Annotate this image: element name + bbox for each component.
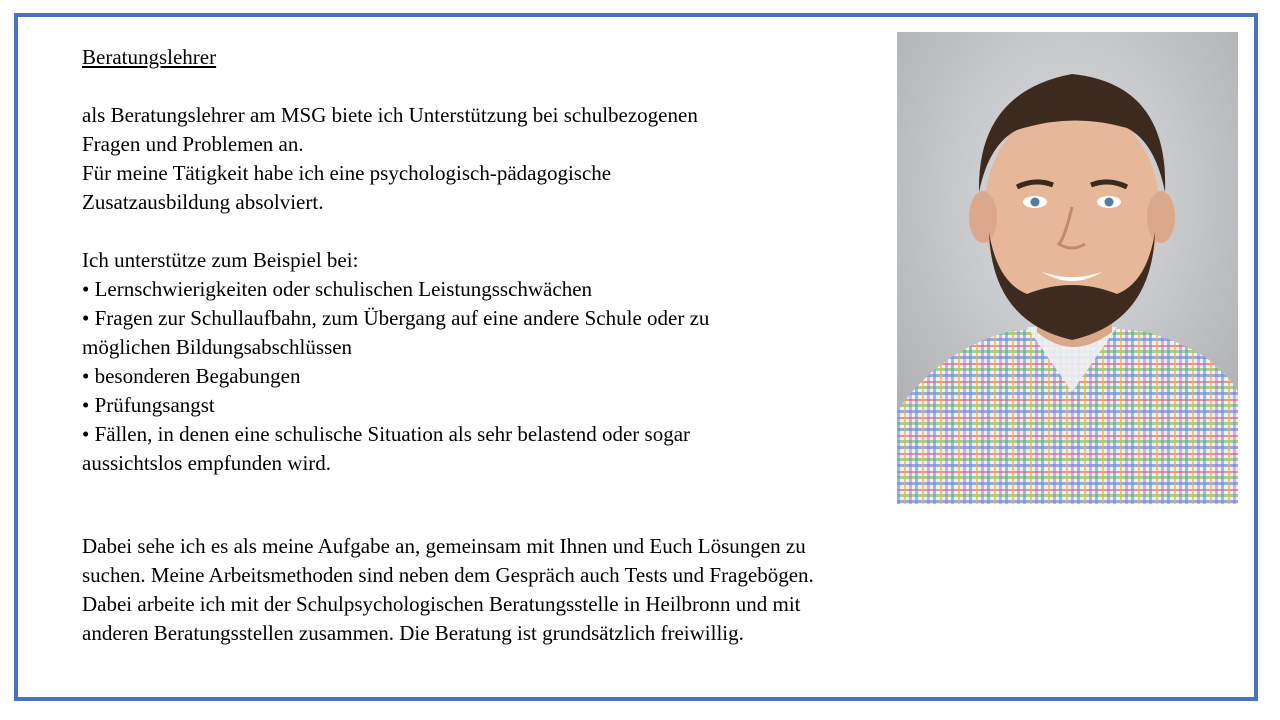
- support-bullet: • Fragen zur Schullaufbahn, zum Übergang auf eine andere Schule oder zu: [82, 306, 710, 330]
- portrait-illustration: [897, 32, 1238, 504]
- slide-frame: [14, 13, 1258, 701]
- support-bullet-continuation: möglichen Bildungsabschlüssen: [82, 335, 353, 359]
- closing-line: suchen. Meine Arbeitsmethoden sind neben dem Gespräch auch Tests und Fragebögen.: [82, 563, 814, 587]
- intro-line: als Beratungslehrer am MSG biete ich Unterstützung bei schulbezogenen: [82, 103, 698, 127]
- closing-line: anderen Beratungsstellen zusammen. Die Beratung ist grundsätzlich freiwillig.: [82, 621, 744, 645]
- intro-line: Fragen und Problemen an.: [82, 132, 304, 156]
- spacer: [82, 217, 842, 246]
- intro-line: Zusatzausbildung absolviert.: [82, 190, 324, 214]
- support-bullet: • Prüfungsangst: [82, 393, 215, 417]
- support-bullet: • Fällen, in denen eine schulische Situation als sehr belastend oder sogar: [82, 422, 691, 446]
- section-title: Beratungslehrer: [82, 45, 217, 69]
- closing-line: Dabei arbeite ich mit der Schulpsychologischen Beratungsstelle in Heilbronn und mit: [82, 592, 801, 616]
- spacer: [82, 72, 842, 101]
- support-bullet-continuation: aussichtslos empfunden wird.: [82, 451, 332, 475]
- support-bullet: • Lernschwierigkeiten oder schulischen Leistungsschwächen: [82, 277, 593, 301]
- portrait-photo: [897, 32, 1238, 504]
- support-bullet: • besonderen Begabungen: [82, 364, 301, 388]
- support-heading: Ich unterstütze zum Beispiel bei:: [82, 248, 359, 272]
- main-text: [82, 43, 842, 478]
- closing-line: Dabei sehe ich es als meine Aufgabe an, gemeinsam mit Ihnen und Euch Lösungen zu: [82, 534, 806, 558]
- intro-line: Für meine Tätigkeit habe ich eine psychologisch-pädagogische: [82, 161, 612, 185]
- closing-text: [82, 532, 942, 648]
